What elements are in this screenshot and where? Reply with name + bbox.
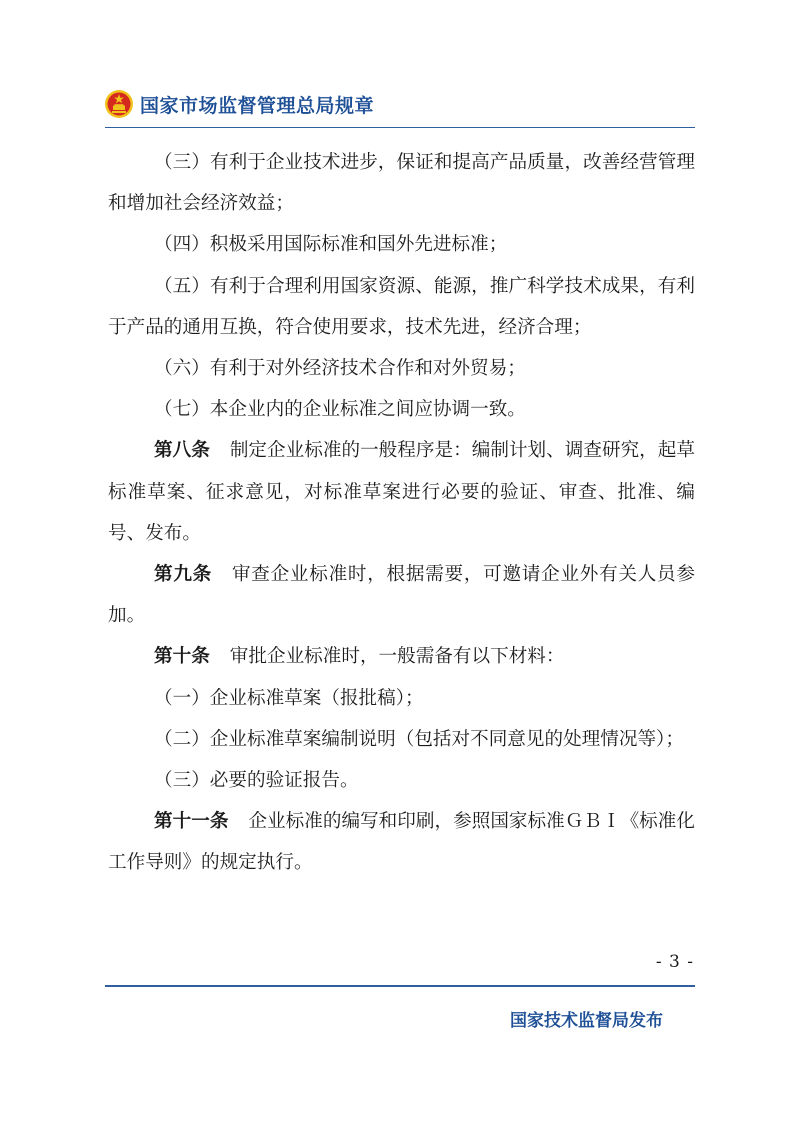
header-divider	[105, 127, 695, 128]
article-label: 第十一条	[154, 811, 229, 833]
header-title: 国家市场监督管理总局规章	[140, 94, 375, 117]
clause-text: （六）有利于对外经济技术合作和对外贸易；	[154, 358, 526, 380]
page-header	[104, 86, 374, 122]
clause-paragraph	[108, 142, 695, 224]
clause-paragraph	[108, 224, 695, 265]
clause-text: （五）有利于合理利用国家资源、能源，推广科学技术成果，有利于产品的通用互换，符合使用要求，技术先进，经济合理；	[108, 275, 695, 338]
article-label: 第十条	[154, 646, 210, 668]
clause-text: （三）必要的验证报告。	[154, 770, 359, 792]
document-body	[108, 142, 695, 884]
clause-text: （四）积极采用国际标准和国外先进标准；	[154, 234, 508, 256]
footer-publisher: 国家技术监督局发布	[510, 1011, 663, 1031]
clause-text: （一）企业标准草案（报批稿）；	[154, 687, 424, 709]
article-11-paragraph	[108, 801, 695, 883]
clause-text: （七）本企业内的企业标准之间应协调一致。	[154, 399, 526, 421]
article-label: 第八条	[154, 440, 210, 462]
clause-text: （二）企业标准草案编制说明（包括对不同意见的处理情况等）；	[154, 728, 684, 750]
article-9-paragraph	[108, 554, 695, 636]
page-number: - 3 -	[655, 952, 694, 972]
article-text: 制定企业标准的一般程序是：编制计划、调查研究，起草标准草案、征求意见，对标准草案进行必要的验证、审查、批准、编号、发布。	[108, 440, 695, 544]
article-text: 企业标准的编写和印刷，参照国家标准ＧＢＩ《标准化工作导则》的规定执行。	[108, 811, 695, 874]
article-text: 审批企业标准时，一般需备有以下材料：	[229, 646, 565, 668]
article-8-paragraph	[108, 430, 695, 554]
clause-paragraph	[108, 760, 695, 801]
article-text: 审查企业标准时，根据需要，可邀请企业外有关人员参加。	[108, 564, 695, 627]
clause-paragraph	[108, 719, 695, 760]
clause-paragraph	[108, 389, 695, 430]
article-10-paragraph	[108, 636, 695, 677]
clause-text: （三）有利于企业技术进步，保证和提高产品质量，改善经营管理和增加社会经济效益；	[108, 152, 695, 215]
article-label: 第九条	[154, 564, 212, 586]
footer-divider	[105, 985, 695, 987]
clause-paragraph	[108, 678, 695, 719]
national-emblem-icon	[104, 89, 134, 119]
clause-paragraph	[108, 348, 695, 389]
clause-paragraph	[108, 266, 695, 348]
